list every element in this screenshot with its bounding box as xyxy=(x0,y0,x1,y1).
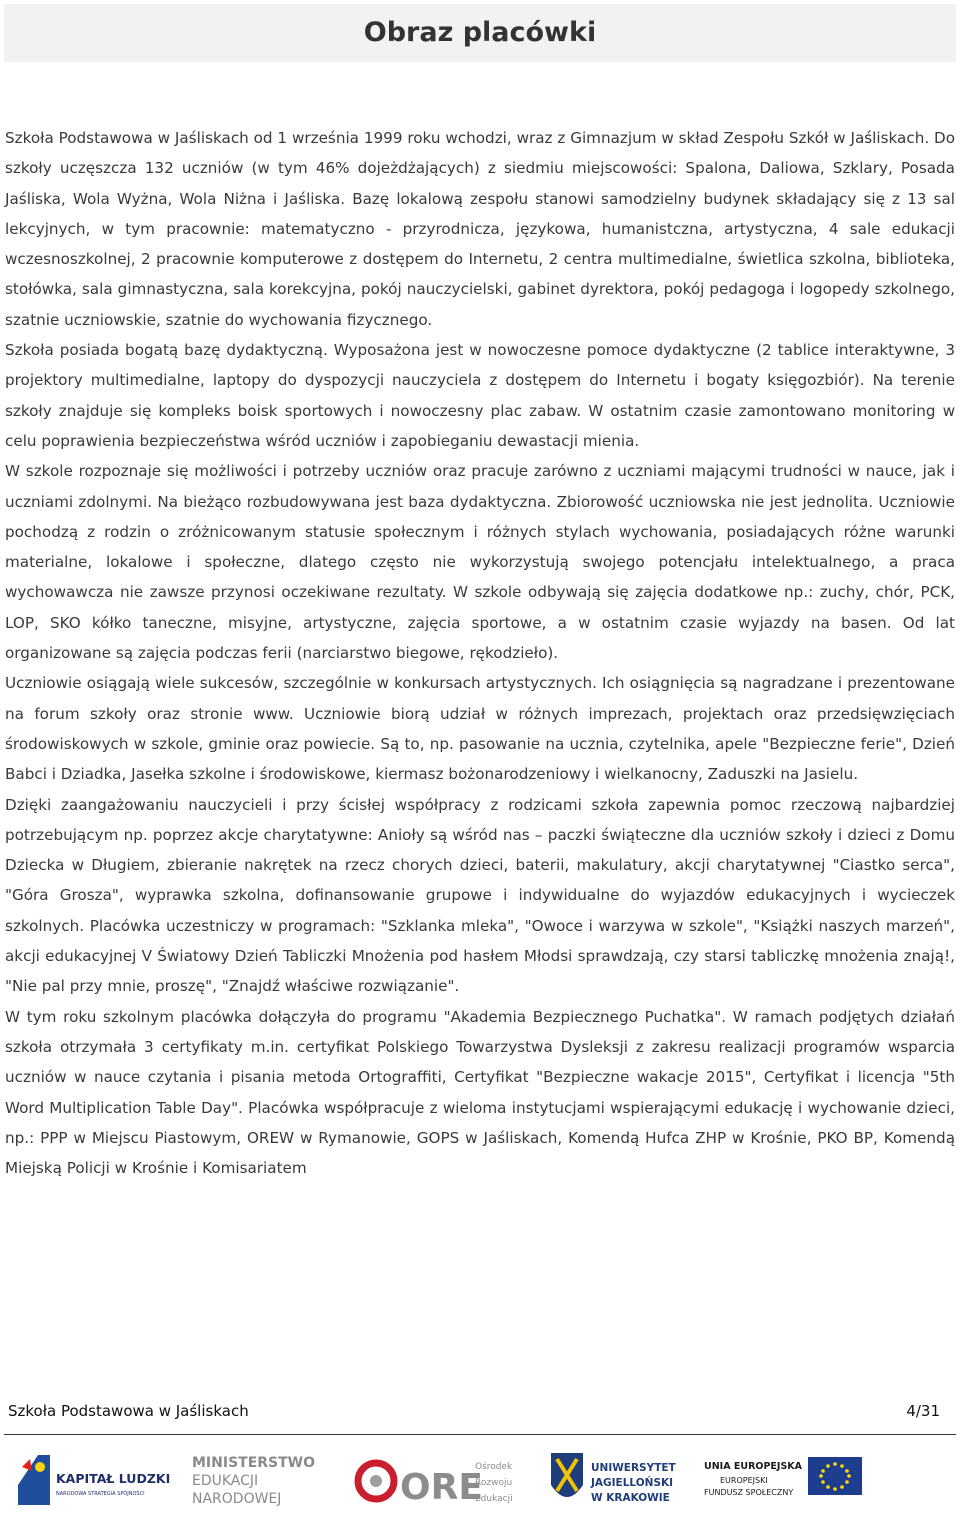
men-line1: MINISTERSTWO xyxy=(192,1455,316,1471)
kapital-ludzki-subtitle: NARODOWA STRATEGIA SPÓJNOŚCI xyxy=(56,1491,145,1497)
uj-line1: UNIWERSYTET xyxy=(591,1462,676,1474)
page-footer xyxy=(4,1398,956,1435)
ore-line1: Ośrodek xyxy=(475,1462,513,1472)
ore-logo xyxy=(350,1445,520,1515)
men-line3: NARODOWEJ xyxy=(192,1491,282,1507)
paragraph: Uczniowie osiągają wiele sukcesów, szczególnie w konkursach artystycznych. Ich osiągnięcia są nagradzane i prezentowane na forum szkoły oraz stronie www. Uczniowie biorą udział w różnych imprezach, projektach oraz przedsięwzięciach środowiskowych w szkole, gminie oraz powiecie. Są to, np. pasowanie na ucznia, czytelnika, apele "Bezpieczne ferie", Dzień Babci i Dziadka, Jasełka szkolne i środowiskowe, kiermasz bożonarodzeniowy i wielkanocny, Zaduszki na Jasielu. xyxy=(5,674,955,784)
paragraph: Szkoła Podstawowa w Jaśliskach od 1 września 1999 roku wchodzi, wraz z Gimnazjum w skład Zespołu Szkół w Jaśliskach. Do szkoły uczęszcza 132 uczniów (w tym 46% dojeżdżających) z siedmiu miejscowości: Spalona, Daliowa, Szklary, Posada Jaśliska, Wola Wyżna, Wola Niżna i Jaśliska. Bazę lokalową zespołu stanowi samodzielny budynek składający się z 13 sal lekcyjnych, w tym pracownie: matematyczno - przyrodnicza, językowa, humanistczna, artystyczna, 4 sale edukacji wczesnoszkolnej, 2 pracownie komputerowe z dostępem do Internetu, 2 centra multimedialne, świetlica szkolna, biblioteka, stołówka, sala gimnastyczna, sala korekcyjna, pokój nauczycielski, gabinet dyrektora, pokój pedagoga i logopedy szkolnego, szatnie uczniowskie, szatnie do wychowania fizycznego. xyxy=(5,129,955,329)
ore-line3: Edukacji xyxy=(475,1494,513,1504)
ue-efs-logo xyxy=(700,1445,865,1515)
kapital-ludzki-logo xyxy=(10,1445,175,1515)
document-body xyxy=(5,123,955,1183)
ue-line1: UNIA EUROPEJSKA xyxy=(704,1461,802,1472)
ore-line2: Rozwoju xyxy=(475,1478,513,1488)
ue-line3: FUNDUSZ SPOŁECZNY xyxy=(704,1488,794,1497)
paragraph: Szkoła posiada bogatą bazę dydaktyczną. Wyposażona jest w nowoczesne pomoce dydaktyczne (2 tablice interaktywne, 3 projektory multimedialne, laptopy do dyspozycji nauczyciela z dostępem do Internetu i bogaty księgozbiór). Na terenie szkoły znajduje się kompleks boisk sportowych i nowoczesny plac zabaw. W ostatnim czasie zamontowano monitoring w celu poprawienia bezpieczeństwa wśród uczniów i zapobieganiu dewastacji mienia. xyxy=(5,341,955,450)
ue-line2: EUROPEJSKI xyxy=(720,1476,768,1485)
men-logo xyxy=(188,1445,318,1515)
paragraph: W tym roku szkolnym placówka dołączyła do programu "Akademia Bezpiecznego Puchatka". W ramach podjętych działań szkoła otrzymała 3 certyfikaty m.in. certyfikat Polskiego Towarzystwa Dysleksji z zakresu realizacji programów wsparcia uczniów w nauce czytania i pisania metoda Ortograffiti, Certyfikat "Bezpieczne wakacje 2015", Certyfikat i licencja "5th Word Multiplication Table Day". Placówka współpracuje z wieloma instytucjami wspierającymi edukację i wychowanie dzieci, np.: PPP w Miejscu Piastowym, OREW w Rymanowie, GOPS w Jaśliskach, Komendą Hufca ZHP w Krośnie, PKO BP, Komendą Miejską Policji w Krośnie i Komisariatem xyxy=(5,1007,955,1178)
ore-mark: ORE xyxy=(400,1467,483,1508)
kapital-ludzki-title: KAPITAŁ LUDZKI xyxy=(56,1471,171,1486)
paragraph: Dzięki zaangażowaniu nauczycieli i przy ścisłej współpracy z rodzicami szkoła zapewnia pomoc rzeczową najbardziej potrzebującym np. poprzez akcje charytatywne: Anioły są wśród nas – paczki świąteczne dla uczniów szkoły i dzieci z Domu Dziecka w Długiem, zbieranie nakrętek na rzecz chorych dzieci, baterii, makulatury, akcji charytatywnej "Ciastko serca", "Góra Grosza", wyprawka szkolna, dofinansowanie grupowe i indywidualne do wyjazdów edukacyjnych i wycieczek szkolnych. Placówka uczestniczy w programach: "Szklanka mleka", "Owoce i warzywa w szkole", "Książki naszych marzeń", akcji edukacyjnej V Światowy Dzień Tabliczki Mnożenia pod hasłem Młodsi sprawdzają, czy starsi tabliczkę mnożenia znają!, "Nie pal przy mnie, proszę", "Znajdź właściwe rozwiązanie". xyxy=(5,795,955,996)
sponsor-logos xyxy=(0,1437,960,1521)
men-line2: EDUKACJI xyxy=(192,1473,259,1489)
paragraph: W szkole rozpoznaje się możliwości i potrzeby uczniów oraz pracuje zarówno z uczniami mającymi trudności w nauce, jak i uczniami zdolnymi. Na bieżąco rozbudowywana jest baza dydaktyczna. Zbiorowość uczniowska nie jest jednolita. Uczniowie pochodzą z rodzin o zróżnicowanym statusie społecznym i różnych stylach wychowania, posiadających różne warunki materialne, lokalowe i społeczne, dlatego często nie wykorzystują swojego potencjału intelektualnego, a praca wychowawcza nie zawsze przynosi oczekiwane rezultaty. W szkole odbywają się zajęcia dodatkowe np.: zuchy, chór, PCK, LOP, SKO kółko taneczne, misyjne, artystyczne, zajęcia sportowe, a w ostatnim czasie wyjazdy na basen. Od lat organizowane są zajęcia podczas ferii (narciarstwo biegowe, rękodzieło). xyxy=(5,462,955,663)
uj-logo xyxy=(545,1445,685,1515)
footer-school-name: Szkoła Podstawowa w Jaśliskach xyxy=(8,1402,249,1420)
page-title: Obraz placówki xyxy=(363,17,597,48)
uj-line3: W KRAKOWIE xyxy=(591,1492,670,1504)
page-number: 4/31 xyxy=(906,1402,940,1420)
title-bar xyxy=(4,4,956,62)
uj-line2: JAGIELLOŃSKI xyxy=(591,1477,674,1489)
